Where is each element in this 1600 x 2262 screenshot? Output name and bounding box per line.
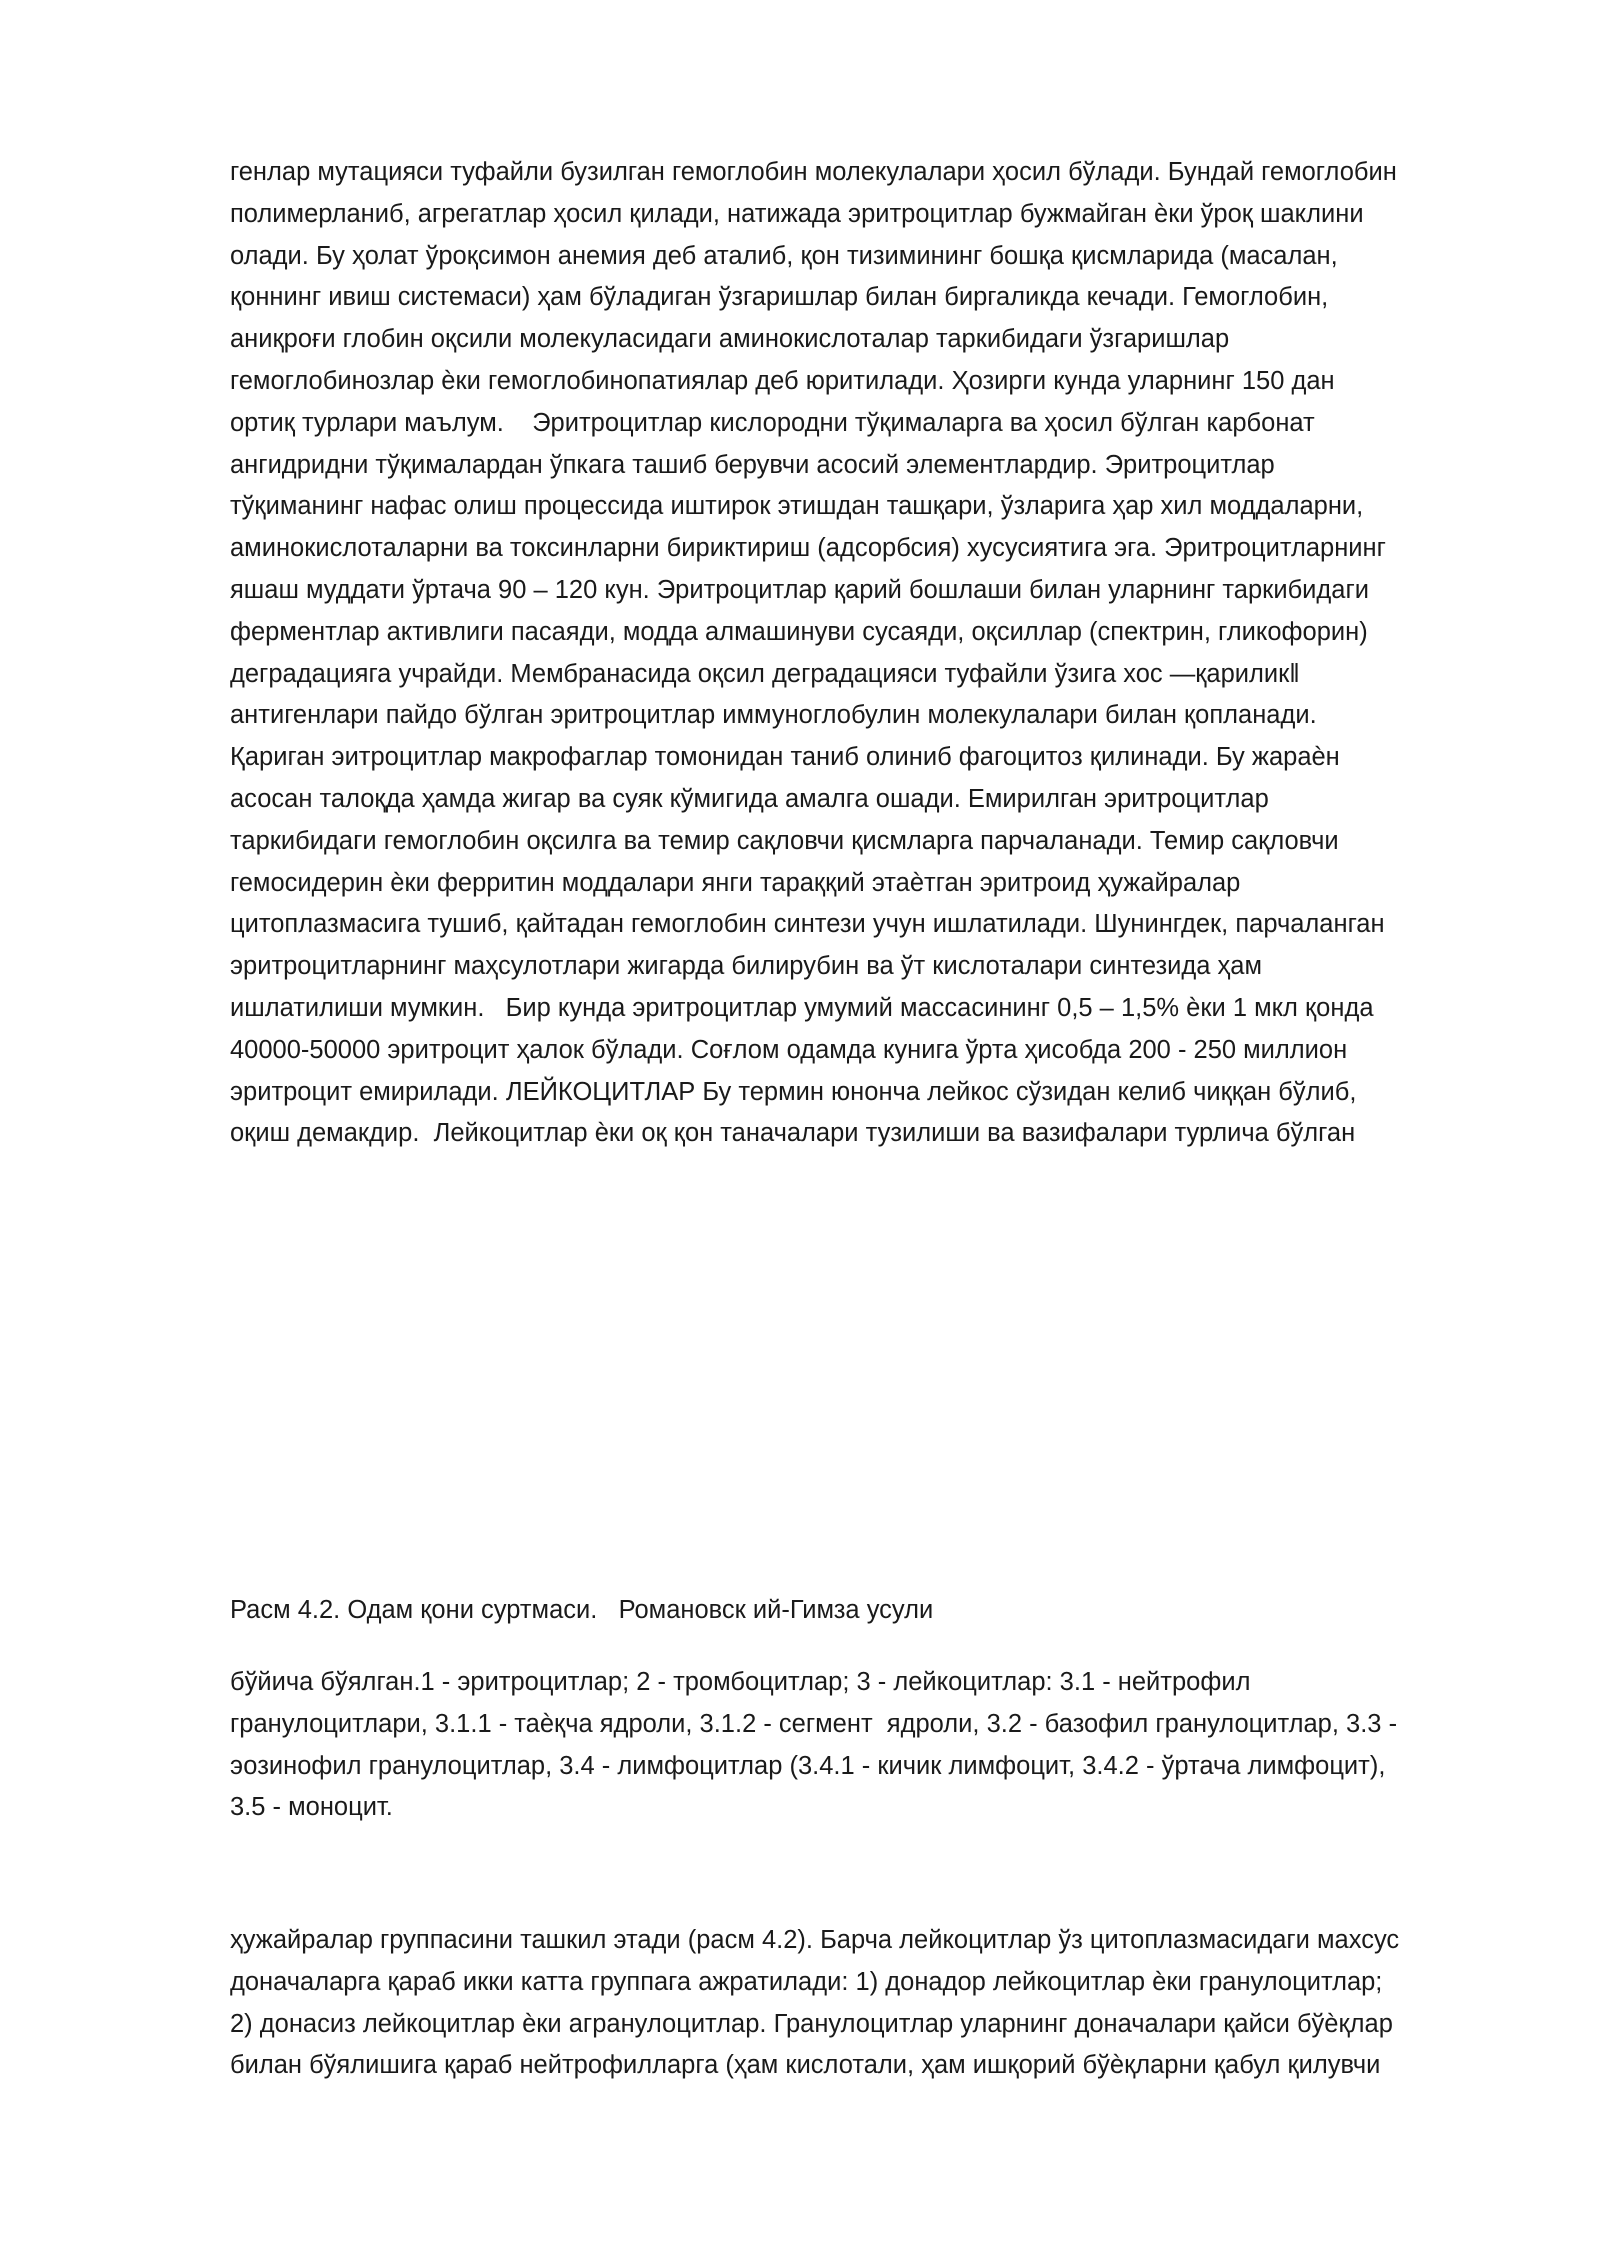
text-line: ферментлар активлиги пасаяди, модда алмашинуви сусаяди, оқсиллар (спектрин, гликофорин) <box>230 617 1368 646</box>
text-line: ортиқ турлари маълум. Эритроцитлар кислородни тўқималарга ва ҳосил бўлган карбонат <box>230 408 1315 437</box>
text-line: тўқиманинг нафас олиш процессида иштирок этишдан ташқари, ўзларига ҳар хил моддаларни, <box>230 492 1364 521</box>
text-line: 40000-50000 эритроцит ҳалок бўлади. Соғлом одамда кунига ўрта ҳисобда 200 - 250 миллион <box>230 1035 1348 1064</box>
text-line: 2) донасиз лейкоцитлар ѐки агранулоцитлар. Гранулоцитлар уларнинг доначалари қайси бўѐқлар <box>230 2009 1393 2038</box>
text-line: гемосидерин ѐки ферритин моддалари янги тараққий этаѐтган эритроид ҳужайралар <box>230 868 1241 897</box>
text-line: эозинофил гранулоцитлар, 3.4 - лимфоцитлар (3.4.1 - кичик лимфоцит, 3.4.2 - ўртача лимфоцит), <box>230 1751 1386 1780</box>
text-line: цитоплазмасига тушиб, қайтадан гемоглобин синтези учун ишлатилади. Шунингдек, парчаланган <box>230 910 1385 939</box>
figure-caption-title <box>230 1590 1490 1632</box>
text-line: бўйича бўялган.1 - эритроцитлар; 2 - тромбоцитлар; 3 - лейкоцитлар: 3.1 - нейтрофил <box>230 1668 1251 1696</box>
text-line: 3.5 - моноцит. <box>230 1793 393 1822</box>
text-line: эритроцитларнинг маҳсулотлари жигарда билирубин ва ўт кислоталари синтезида ҳам <box>230 952 1263 981</box>
text-line: қоннинг ивиш системаси) ҳам бўладиган ўзгаришлар билан биргаликда кечади. Гемоглобин, <box>230 283 1329 312</box>
text-line: ангидридни тўқималардан ўпкага ташиб берувчи асосий элементлардир. Эритроцитлар <box>230 450 1275 479</box>
text-line: билан бўялишига қараб нейтрофилларга (ҳам кислотали, ҳам ишқорий бўѐқларни қабул қилувчи <box>230 2051 1381 2080</box>
text-line: генлар мутацияси туфайли бузилган гемоглобин молекулалари ҳосил бўлади. Бундай гемоглобин <box>230 158 1397 186</box>
text-line: доначаларга қараб икки катта группага ажратилади: 1) донадор лейкоцитлар ѐки гранулоцитлар; <box>230 1967 1383 1996</box>
text-line: полимерланиб, агрегатлар ҳосил қилади, натижада эритроцитлар бужмайган ѐки ўроқ шаклини <box>230 199 1364 228</box>
text-line: асосан талоқда ҳамда жигар ва суяк кўмигида амалга ошади. Емирилган эритроцитлар <box>230 784 1269 813</box>
text-line: эритроцит емирилади. ЛЕЙКОЦИТЛАР Бу термин юнонча лейкос сўзидан келиб чиққан бўлиб, <box>230 1077 1357 1106</box>
text-line: деградацияга учрайди. Мембранасида оқсил деградацияси туфайли ўзига хос ―қарилик‖ <box>230 659 1300 688</box>
text-line: ҳужайралар группасини ташкил этади (расм 4.2). Барча лейкоцитлар ўз цитоплазмасидаги махсус <box>230 1926 1400 1954</box>
main-paragraph <box>230 152 1490 1155</box>
text-line: гранулоцитлари, 3.1.1 - таѐқча ядроли, 3.1.2 - сегмент ядроли, 3.2 - базофил гранулоцитлар, 3.3 - <box>230 1709 1398 1738</box>
continuation-paragraph <box>230 1920 1490 2087</box>
caption-title-line: Расм 4.2. Одам қони суртмаси. Романовск ий-Гимза усули <box>230 1596 934 1624</box>
text-line: Қариган эитроцитлар макрофаглар томонидан таниб олиниб фагоцитоз қилинади. Бу жараѐн <box>230 743 1340 772</box>
text-line: таркибидаги гемоглобин оқсилга ва темир сақловчи қисмларга парчаланади. Темир сақловчи <box>230 826 1339 855</box>
text-line: аминокислоталарни ва токсинларни бириктириш (адсорбсия) хусусиятига эга. Эритроцитларнинг <box>230 534 1386 563</box>
text-line: олади. Бу ҳолат ўроқсимон анемия деб аталиб, қон тизимининг бошқа қисмларида (масалан, <box>230 241 1338 270</box>
text-line: гемоглобинозлар ѐки гемоглобинопатиялар деб юритилади. Ҳозирги кунда уларнинг 150 дан <box>230 366 1335 395</box>
text-line: ишлатилиши мумкин. Бир кунда эритроцитлар умумий массасининг 0,5 – 1,5% ѐки 1 мкл қонда <box>230 993 1374 1022</box>
text-line: яшаш муддати ўртача 90 – 120 кун. Эритроцитлар қарий бошлаши билан уларнинг таркибидаги <box>230 575 1370 604</box>
text-line: антигенлари пайдо бўлган эритроцитлар иммуноглобулин молекулалари билан қопланади. <box>230 701 1317 730</box>
text-line: оқиш демакдир. Лейкоцитлар ѐки оқ қон таначалари тузилиши ва вазифалари турлича бўлган <box>230 1119 1356 1148</box>
text-line: аниқроғи глобин оқсили молекуласидаги аминокислоталар таркибидаги ўзгаришлар <box>230 325 1230 354</box>
figure-caption-body <box>230 1662 1490 1829</box>
